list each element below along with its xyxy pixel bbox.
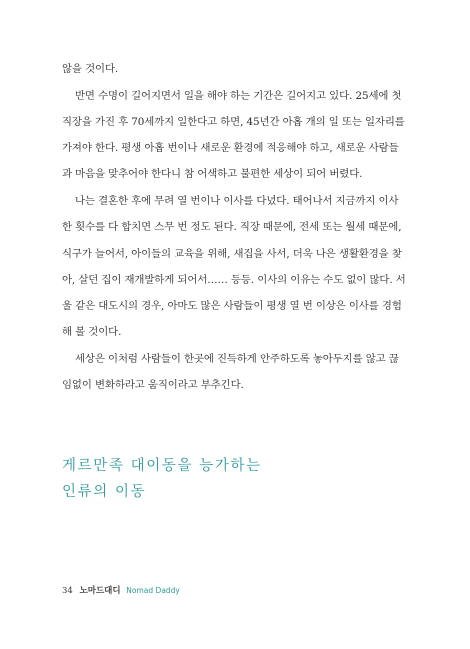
text-line: 울 같은 대도시의 경우, 아마도 많은 사람들이 평생 열 번 이상은 이사를 경험 bbox=[62, 300, 402, 313]
text-line: 한 횟수를 다 합치면 스무 번 정도 된다. 직장 때문에, 전세 또는 월세 때문에, bbox=[62, 221, 402, 234]
body-text bbox=[62, 56, 408, 399]
text-line: 가져야 한다. 평생 아홉 번이나 새로운 환경에 적응해야 하고, 새로운 사람들 bbox=[62, 142, 399, 155]
page-number: 34 bbox=[62, 586, 73, 596]
text-line: 아, 살던 집이 재개발하게 되어서…… 등등. 이사의 이유는 수도 없이 많다. 서 bbox=[62, 273, 406, 286]
book-title: 노마드대디 bbox=[79, 586, 121, 596]
section-heading bbox=[62, 453, 262, 505]
text-line: 않을 것이다. bbox=[62, 63, 119, 75]
text-line: 식구가 늘어서, 아이들의 교육을 위해, 새집을 사서, 더욱 나은 생활환경을 찾 bbox=[62, 247, 402, 260]
text-line: 직장을 가진 후 70세까지 일한다고 하면, 45년간 아홉 개의 일 또는 일자리를 bbox=[62, 116, 405, 128]
book-title-english: Nomad Daddy bbox=[126, 586, 180, 595]
paragraph-0 bbox=[62, 56, 408, 82]
page-footer bbox=[62, 584, 180, 596]
section-heading-line-1: 게르만족 대이동을 능가하는 bbox=[62, 458, 262, 474]
text-line: 해 볼 것이다. bbox=[62, 326, 122, 339]
paragraph-3 bbox=[62, 346, 408, 398]
section-heading-line-2: 인류의 이동 bbox=[62, 484, 147, 500]
text-line: 임없이 변화하라고 움직이라고 부추긴다. bbox=[62, 379, 244, 392]
paragraph-2 bbox=[62, 188, 408, 345]
paragraph-1 bbox=[62, 83, 408, 188]
text-line: 나는 결혼한 후에 무려 열 번이나 이사를 다녔다. 태어나서 지금까지 이사 bbox=[75, 195, 399, 208]
text-line: 반면 수명이 길어지면서 일을 해야 하는 기간은 길어지고 있다. 25세에 첫 bbox=[75, 89, 402, 102]
text-line: 과 마음을 맞추어야 한다니 참 어색하고 불편한 세상이 되어 버렸다. bbox=[62, 168, 363, 181]
text-line: 세상은 이처럼 사람들이 한곳에 진득하게 안주하도록 놓아두지를 않고 끊 bbox=[75, 353, 399, 366]
